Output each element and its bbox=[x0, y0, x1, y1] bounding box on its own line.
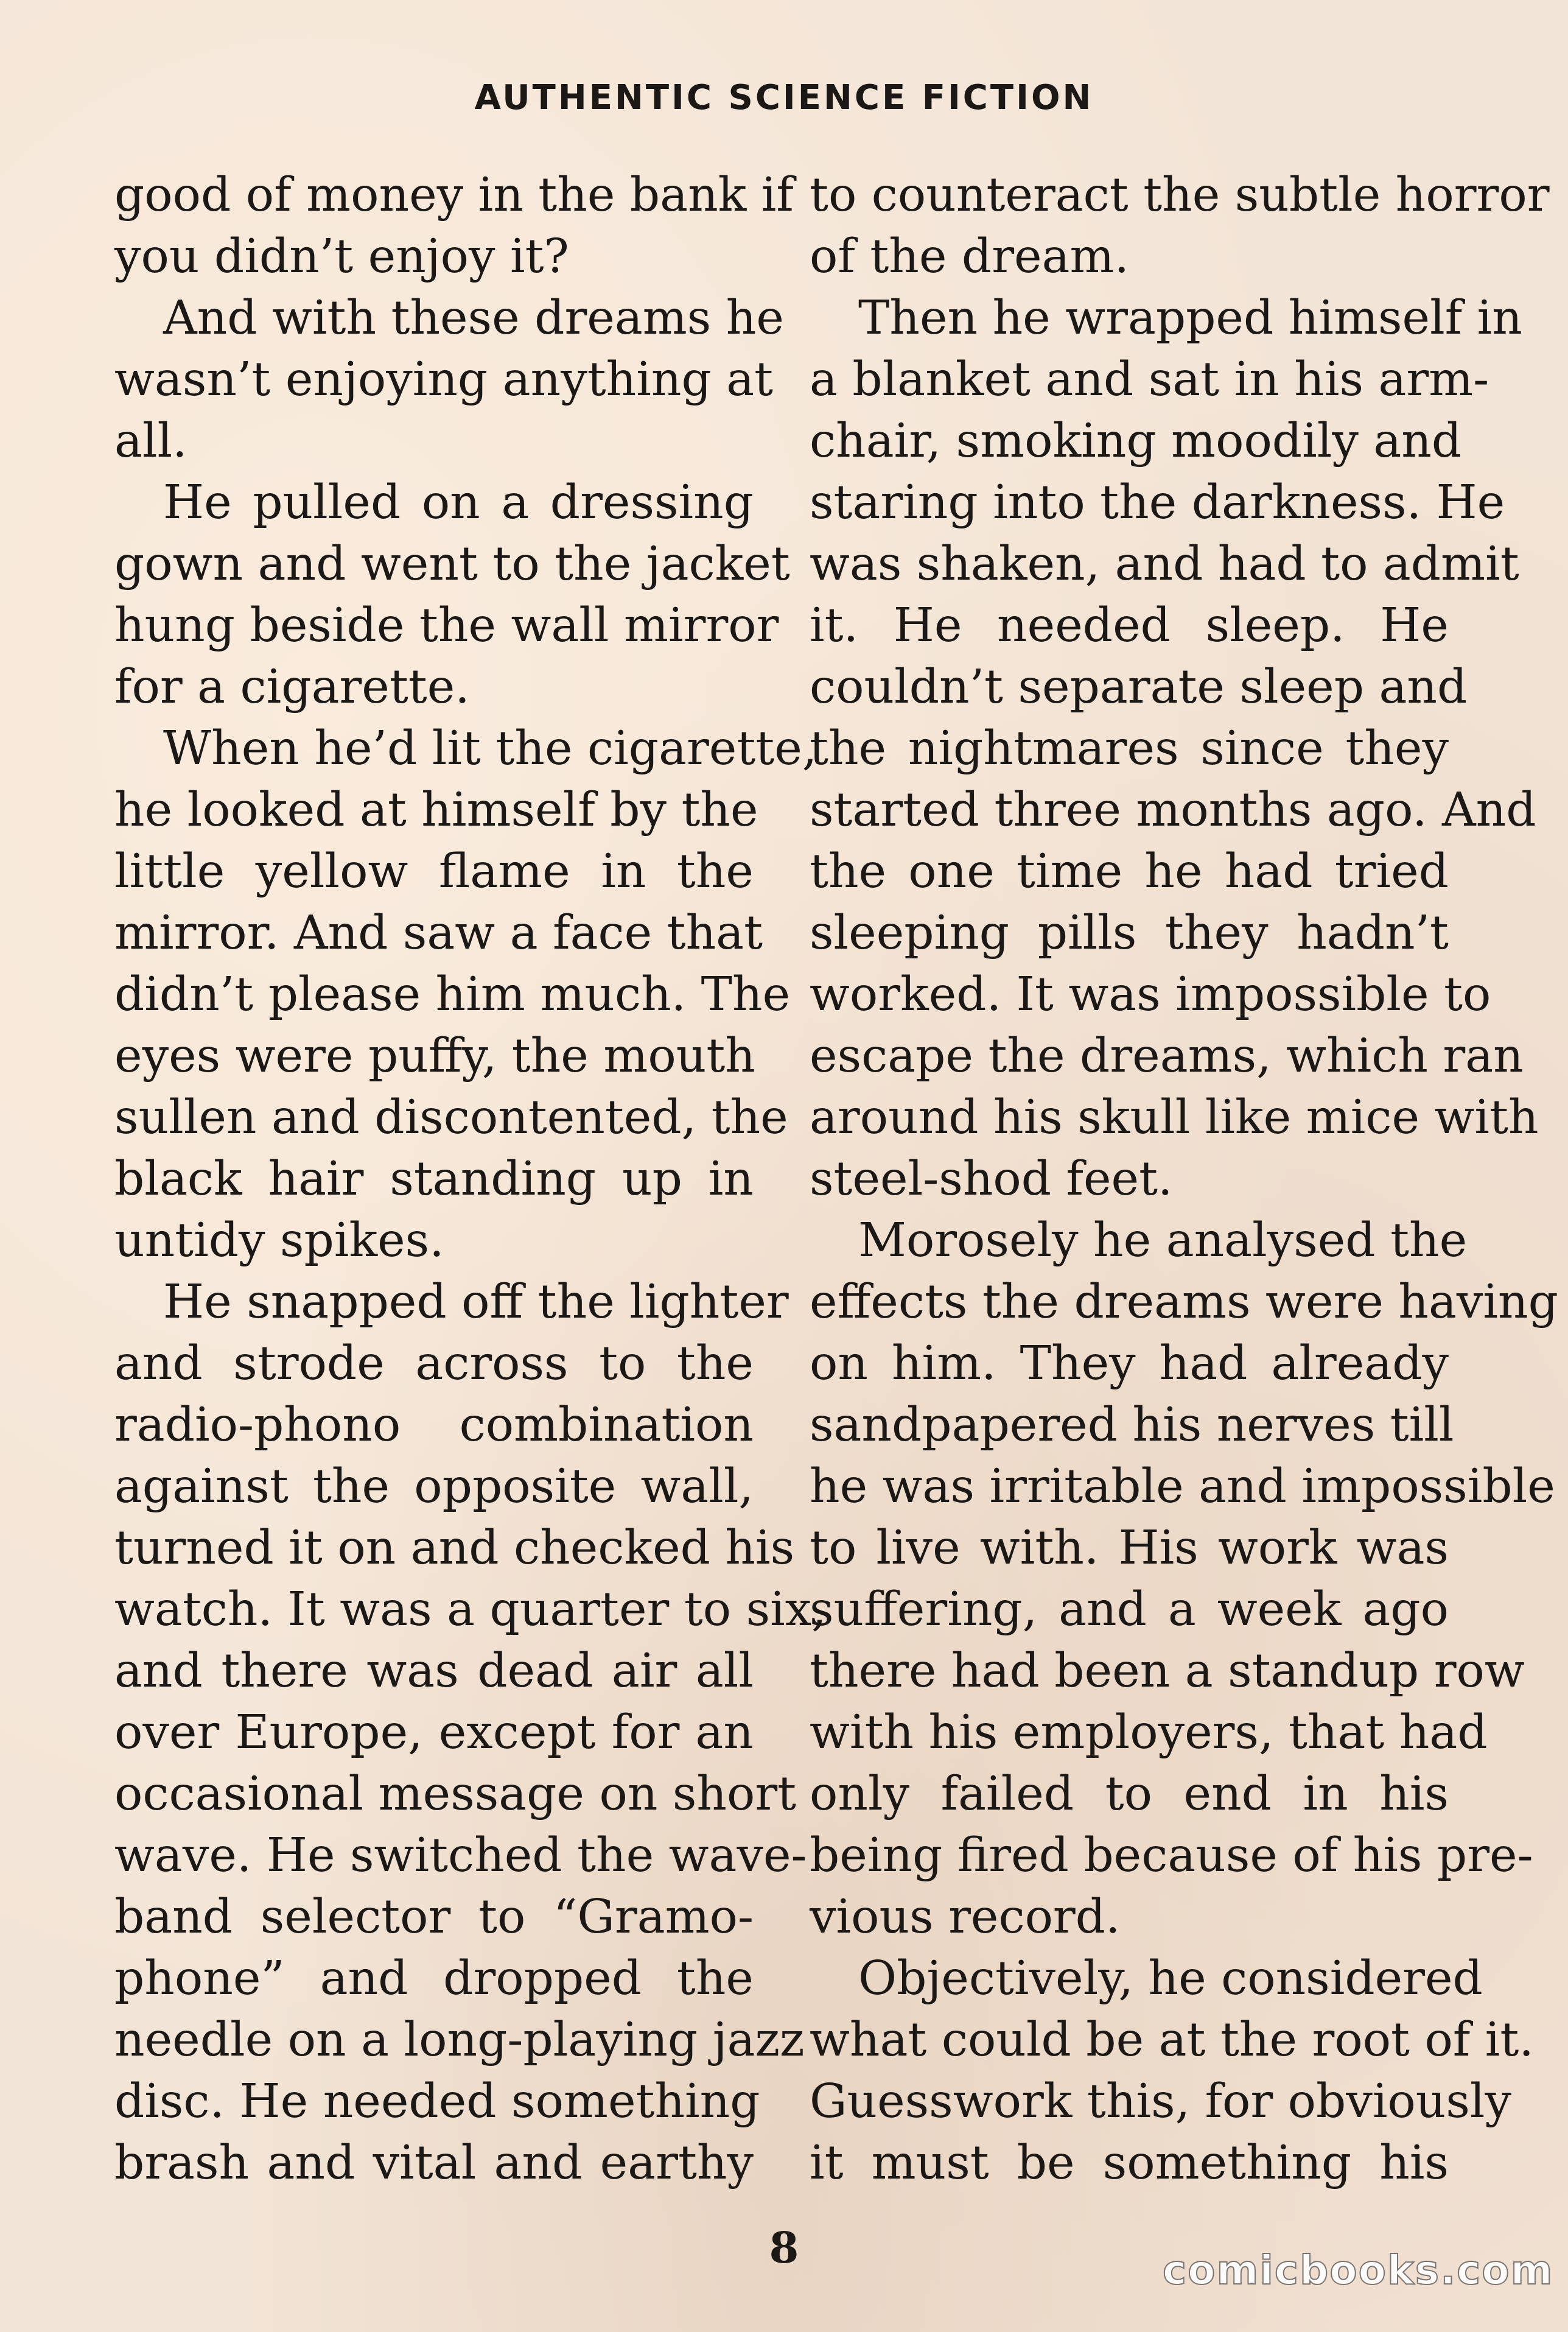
text-line: untidy spikes. bbox=[114, 1213, 444, 1268]
page-number: 8 bbox=[769, 2222, 799, 2273]
text-line: for a cigarette. bbox=[114, 660, 470, 714]
text-line: watch. It was a quarter to six, bbox=[114, 1582, 827, 1637]
text-line: chair, smoking moodily and bbox=[810, 414, 1462, 468]
text-line: he was irritable and impossible bbox=[810, 1459, 1555, 1514]
text-line: being fired because of his pre- bbox=[810, 1828, 1533, 1883]
text-line: brash and vital and earthy bbox=[114, 2136, 754, 2190]
running-head: AUTHENTIC SCIENCE FICTION bbox=[474, 78, 1094, 118]
watermark: comicbooks.com bbox=[1163, 2247, 1554, 2294]
text-line: couldn’t separate sleep and bbox=[810, 660, 1468, 714]
text-line: gown and went to the jacket bbox=[114, 537, 790, 591]
text-line: was shaken, and had to admit bbox=[810, 537, 1519, 591]
text-line: eyes were puffy, the mouth bbox=[114, 1029, 755, 1083]
text-line: Guesswork this, for obviously bbox=[810, 2074, 1512, 2129]
text-line: over Europe, except for an bbox=[114, 1705, 754, 1760]
text-line: vious record. bbox=[810, 1890, 1121, 1944]
text-line: a blanket and sat in his arm- bbox=[810, 353, 1489, 407]
text-line: hung beside the wall mirror bbox=[114, 599, 779, 653]
text-line: of the dream. bbox=[810, 230, 1129, 284]
text-line: phone” and dropped the bbox=[114, 1951, 754, 2006]
right-column bbox=[810, 164, 1558, 2194]
text-line: He pulled on a dressing bbox=[163, 476, 754, 530]
text-line: good of money in the bank if bbox=[114, 168, 794, 222]
text-line: what could be at the root of it. bbox=[810, 2013, 1534, 2067]
text-line: he looked at himself by the bbox=[114, 783, 758, 837]
text-line: you didn’t enjoy it? bbox=[114, 230, 569, 284]
text-line: with his employers, that had bbox=[810, 1705, 1488, 1760]
text-line: around his skull like mice with bbox=[810, 1090, 1539, 1145]
text-line: all. bbox=[114, 414, 187, 468]
text-line: suffering, and a week ago bbox=[810, 1582, 1449, 1637]
text-line: staring into the darkness. He bbox=[810, 476, 1505, 530]
text-line: it. He needed sleep. He bbox=[810, 599, 1449, 653]
text-line: to counteract the subtle horror bbox=[810, 168, 1550, 222]
text-line: band selector to “Gramo- bbox=[114, 1890, 754, 1944]
text-line: worked. It was impossible to bbox=[810, 968, 1491, 1022]
text-line: and strode across to the bbox=[114, 1336, 754, 1391]
text-line: When he’d lit the cigarette, bbox=[163, 722, 817, 776]
text-line: radio-phono combination bbox=[114, 1398, 754, 1452]
text-line: wasn’t enjoying anything at bbox=[114, 353, 774, 407]
text-line: started three months ago. And bbox=[810, 783, 1536, 837]
text-line: occasional message on short bbox=[114, 1767, 797, 1821]
text-line: only failed to end in his bbox=[810, 1767, 1449, 1821]
text-line: Morosely he analysed the bbox=[858, 1213, 1468, 1268]
text-line: sandpapered his nerves till bbox=[810, 1398, 1454, 1452]
text-line: needle on a long-playing jazz bbox=[114, 2013, 805, 2067]
text-line: turned it on and checked his bbox=[114, 1521, 795, 1575]
text-line: little yellow flame in the bbox=[114, 845, 754, 899]
text-line: to live with. His work was bbox=[810, 1521, 1449, 1575]
text-line: mirror. And saw a face that bbox=[114, 906, 763, 960]
text-line: black hair standing up in bbox=[114, 1152, 754, 1206]
text-line: the one time he had tried bbox=[810, 845, 1449, 899]
text-line: wave. He switched the wave- bbox=[114, 1828, 807, 1883]
text-line: Objectively, he considered bbox=[858, 1951, 1483, 2006]
text-line: and there was dead air all bbox=[114, 1644, 754, 1698]
text-line: escape the dreams, which ran bbox=[810, 1029, 1524, 1083]
text-line: steel-shod feet. bbox=[810, 1152, 1173, 1206]
text-line: Then he wrapped himself in bbox=[858, 291, 1522, 345]
text-line: disc. He needed something bbox=[114, 2074, 760, 2129]
text-line: sullen and discontented, the bbox=[114, 1090, 788, 1145]
text-line: the nightmares since they bbox=[810, 722, 1449, 776]
text-line: And with these dreams he bbox=[163, 291, 784, 345]
text-line: didn’t please him much. The bbox=[114, 968, 791, 1022]
text-line: it must be something his bbox=[810, 2136, 1449, 2190]
text-line: effects the dreams were having bbox=[810, 1275, 1558, 1329]
text-line: there had been a standup row bbox=[810, 1644, 1525, 1698]
text-line: against the opposite wall, bbox=[114, 1459, 754, 1514]
text-line: on him. They had already bbox=[810, 1336, 1449, 1391]
text-line: He snapped off the lighter bbox=[163, 1275, 789, 1329]
text-line: sleeping pills they hadn’t bbox=[810, 906, 1449, 960]
left-column bbox=[114, 164, 827, 2194]
